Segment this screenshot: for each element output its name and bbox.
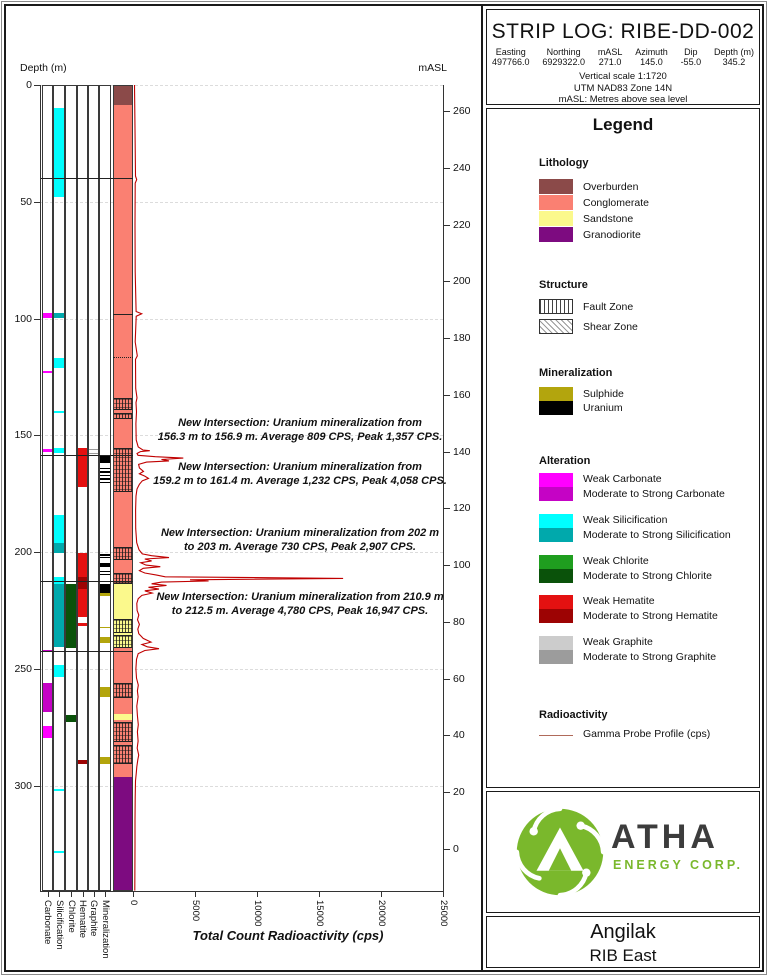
x-tick-label-0: 0 [127, 900, 139, 906]
conglomerate-swatch [539, 195, 573, 210]
depth-tick-50 [34, 202, 40, 203]
column-label-chlorite: Chlorite [65, 900, 77, 933]
annotation-line: to 203 m. Average 730 CPS, Peak 2,907 CPS. [184, 540, 416, 553]
meta-masl: mASL 271.0 [597, 47, 623, 67]
column-label-mineralization: Mineralization [99, 900, 111, 959]
masl-tick-label-140: 140 [453, 445, 471, 458]
depth-tick-label-250: 250 [14, 662, 32, 675]
meta-dip: Dip -55.0 [680, 47, 702, 67]
column-label-silicification: Silicification [53, 900, 65, 950]
header-notes [487, 71, 759, 106]
legend-pair-chlorite: Weak Chlorite Moderate to Strong Chlorite [539, 555, 573, 583]
atha-logo-icon [513, 805, 607, 899]
x-tick-label-10000: 10000 [251, 900, 263, 927]
logo-subtitle: ENERGY CORP. [613, 858, 744, 872]
bottom-axis-line [40, 891, 444, 892]
legend-row-uranium: Uranium [539, 401, 623, 415]
project-name: Angilak [590, 921, 656, 943]
legend-row-fault-zone: Fault Zone [539, 299, 633, 314]
structure-line-242.5 [40, 651, 133, 652]
annotation-line: 159.2 m to 161.4 m. Average 1,232 CPS, Peak 4,058 CPS. [153, 474, 447, 487]
x-tick-5000 [195, 891, 196, 897]
annotation-line: New Intersection: Uranium mineralization from [178, 417, 422, 429]
legend-row-shear-zone: Shear Zone [539, 319, 638, 334]
masl-tick-label-160: 160 [453, 388, 471, 401]
x-tick-0 [133, 891, 134, 897]
depth-tick-label-300: 300 [14, 779, 32, 792]
silicification-strong-swatch [539, 528, 573, 542]
depth-tick-label-150: 150 [14, 429, 32, 442]
depth-tick-label-100: 100 [14, 312, 32, 325]
x-tick-label-5000: 5000 [189, 900, 201, 922]
masl-tick-160 [444, 395, 450, 396]
legend-alteration-heading: Alteration [539, 455, 591, 467]
overburden-swatch [539, 179, 573, 194]
masl-tick-label-80: 80 [453, 615, 465, 628]
gamma-line-swatch [539, 735, 573, 736]
legend-row-sulphide: Sulphide [539, 387, 624, 401]
x-tick-25000 [443, 891, 444, 897]
depth-tick-label-0: 0 [26, 79, 32, 91]
logo [486, 791, 760, 913]
masl-axis-title: mASL [418, 62, 447, 74]
x-tick-20000 [381, 891, 382, 897]
graphite-weak-swatch [539, 636, 573, 650]
masl-tick-120 [444, 508, 450, 509]
depth-axis-line [40, 85, 41, 891]
masl-tick-label-40: 40 [453, 729, 465, 742]
masl-tick-220 [444, 225, 450, 226]
masl-tick-label-120: 120 [453, 502, 471, 515]
annotation-line: New Intersection: Uranium mineralization from 210.9 m [156, 591, 444, 603]
graphite-strong-swatch [539, 650, 573, 664]
collar-metadata [487, 44, 759, 67]
column-box-carbonate [42, 85, 53, 891]
masl-tick-180 [444, 338, 450, 339]
masl-tick-label-100: 100 [453, 559, 471, 571]
meta-azimuth: Azimuth 145.0 [635, 47, 668, 67]
masl-tick-label-20: 20 [453, 786, 465, 798]
masl-tick-140 [444, 452, 450, 453]
column-box-mineralization [99, 85, 111, 891]
silicification-weak-swatch [539, 514, 573, 528]
note-scale: Vertical scale 1:1720 [579, 71, 667, 82]
chlorite-strong-swatch [539, 569, 573, 583]
depth-tick-150 [34, 435, 40, 436]
info-panel [483, 0, 768, 976]
masl-tick-40 [444, 735, 450, 736]
hematite-strong-swatch [539, 609, 573, 623]
hematite-weak-swatch [539, 595, 573, 609]
uranium-swatch [539, 401, 573, 415]
masl-tick-260 [444, 111, 450, 112]
note-masl: mASL: Metres above sea level [558, 94, 688, 105]
x-tick-label-15000: 15000 [313, 900, 325, 927]
masl-tick-label-0: 0 [453, 842, 459, 855]
column-label-carbonate: Carbonate [42, 900, 53, 945]
annotation-intersection-1 [140, 417, 460, 444]
granodiorite-swatch [539, 227, 573, 242]
legend-row-conglomerate: Conglomerate [539, 195, 649, 210]
x-axis-title: Total Count Radioactivity (cps) [192, 928, 384, 943]
shear-zone-swatch [539, 319, 573, 334]
footer [486, 916, 760, 968]
masl-tick-100 [444, 565, 450, 566]
legend [486, 108, 760, 788]
column-box-hematite [77, 85, 88, 891]
depth-tick-label-50: 50 [20, 195, 32, 208]
masl-tick-240 [444, 168, 450, 169]
legend-radioactivity-heading: Radioactivity [539, 709, 608, 721]
header [486, 9, 760, 105]
masl-tick-200 [444, 281, 450, 282]
depth-tick-200 [34, 552, 40, 553]
carbonate-weak-swatch [539, 473, 573, 487]
structure-line-116.5 [113, 357, 133, 358]
annotation-intersection-2 [140, 461, 460, 488]
chlorite-weak-swatch [539, 555, 573, 569]
meta-northing: Northing 6929322.0 [542, 47, 585, 67]
masl-tick-label-200: 200 [453, 275, 471, 288]
depth-tick-250 [34, 669, 40, 670]
legend-row-sandstone: Sandstone [539, 211, 633, 226]
annotation-line: 156.3 m to 156.9 m. Average 809 CPS, Peak 1,357 CPS. [157, 430, 443, 443]
gamma-legend-label: Gamma Probe Profile (cps) [583, 728, 711, 740]
legend-pair-graphite: Weak Graphite Moderate to Strong Graphite [539, 636, 573, 664]
sulphide-swatch [539, 387, 573, 401]
note-utm: UTM NAD83 Zone 14N [573, 82, 673, 94]
legend-title: Legend [592, 115, 654, 134]
masl-tick-60 [444, 679, 450, 680]
legend-mineralization-heading: Mineralization [539, 367, 613, 379]
depth-tick-300 [34, 786, 40, 787]
page-title: STRIP LOG: RIBE-DD-002 [491, 20, 755, 43]
column-box-graphite [88, 85, 99, 891]
logo-wordmark: ATHA [611, 818, 719, 856]
masl-tick-0 [444, 849, 450, 850]
masl-tick-label-180: 180 [453, 332, 471, 344]
legend-lithology-heading: Lithology [539, 157, 589, 169]
depth-tick-label-200: 200 [14, 546, 32, 558]
column-label-hematite: Hematite [77, 900, 88, 939]
x-tick-label-25000: 25000 [437, 900, 449, 927]
column-label-graphite: Graphite [88, 900, 99, 937]
column-box-chlorite [65, 85, 77, 891]
legend-pair-carbonate: Weak Carbonate Moderate to Strong Carbonate [539, 473, 573, 501]
annotation-intersection-3 [140, 527, 460, 554]
meta-depth: Depth (m) 345.2 [713, 47, 754, 67]
masl-tick-label-220: 220 [453, 218, 471, 231]
structure-line-40 [40, 178, 133, 179]
x-tick-15000 [319, 891, 320, 897]
legend-structure-heading: Structure [539, 279, 588, 291]
sandstone-swatch [539, 211, 573, 226]
legend-row-granodiorite: Granodiorite [539, 227, 641, 242]
structure-line-158.5 [40, 455, 133, 456]
legend-row-overburden: Overburden [539, 179, 638, 194]
column-box-lithology [113, 85, 133, 891]
masl-tick-label-60: 60 [453, 672, 465, 685]
area-name: RIB East [589, 946, 657, 965]
column-box-silicification [53, 85, 65, 891]
masl-tick-label-240: 240 [453, 161, 471, 174]
structure-line-212.5 [40, 581, 133, 582]
meta-easting: Easting 497766.0 [492, 47, 530, 67]
legend-pair-hematite: Weak Hematite Moderate to Strong Hematite [539, 595, 573, 623]
x-tick-10000 [257, 891, 258, 897]
masl-tick-80 [444, 622, 450, 623]
depth-tick-100 [34, 319, 40, 320]
depth-tick-0 [34, 85, 40, 86]
structure-line-98 [113, 314, 133, 315]
annotation-intersection-4 [140, 591, 460, 618]
annotation-line: to 212.5 m. Average 4,780 CPS, Peak 16,947 CPS. [171, 604, 429, 617]
fault-zone-swatch [539, 299, 573, 314]
masl-tick-label-260: 260 [453, 105, 471, 117]
masl-axis-line [443, 85, 444, 891]
annotation-line: New Intersection: Uranium mineralization from [178, 461, 422, 473]
x-tick-label-20000: 20000 [375, 900, 387, 927]
depth-axis-title: Depth (m) [20, 62, 67, 74]
carbonate-strong-swatch [539, 487, 573, 501]
legend-pair-silicification: Weak Silicification Moderate to Strong Silicification [539, 514, 573, 542]
masl-tick-20 [444, 792, 450, 793]
annotation-line: New Intersection: Uranium mineralization from 202 m [160, 527, 440, 539]
